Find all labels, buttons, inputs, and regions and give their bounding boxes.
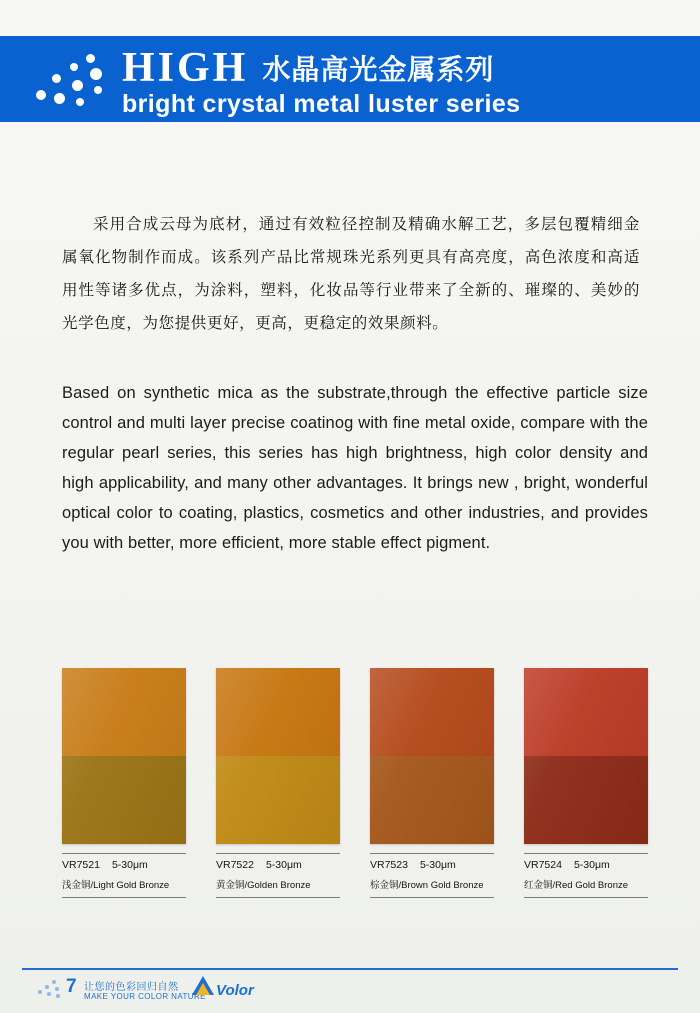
header-subtitle: bright crystal metal luster series <box>122 90 521 118</box>
swatch-code-row <box>370 859 494 871</box>
intro-paragraph-en: Based on synthetic mica as the substrate,through the effective particle size control and multi layer precise coatinog with fine metal oxide, compare with the regular pearl series, this series has high brightness, high color density and high applicability, and many other advantages. It brings new , bright, wonderful optical color to coating, plastics, cosmetics and other industries, and provides you with better, more efficient, more stable effect pigment. <box>62 384 648 552</box>
header-band <box>0 36 700 122</box>
swatch-item <box>370 668 494 898</box>
color-chip <box>62 668 186 844</box>
color-chip <box>524 668 648 844</box>
footer-dot-pattern-icon <box>38 980 64 998</box>
header-title <box>122 44 494 92</box>
color-chip-top <box>370 668 494 756</box>
divider <box>62 853 186 854</box>
swatch-code-row <box>524 859 648 871</box>
header-title-cn: 水晶高光金属系列 <box>262 54 495 85</box>
color-chip <box>370 668 494 844</box>
swatch-code-row <box>216 859 340 871</box>
divider <box>62 897 186 898</box>
footer-divider <box>22 968 678 970</box>
swatch-name: 棕金铜/Brown Gold Bronze <box>370 880 484 891</box>
brand-logo <box>192 976 278 1006</box>
divider <box>524 853 648 854</box>
footer <box>22 976 678 1010</box>
swatch-size: 5-30μm <box>573 859 610 871</box>
swatch-name: 红金铜/Red Gold Bronze <box>524 880 629 891</box>
swatch-name: 黄金铜/Golden Bronze <box>216 880 311 891</box>
color-chip-top <box>216 668 340 756</box>
divider <box>370 897 494 898</box>
swatch-name: 浅金铜/Light Gold Bronze <box>62 880 170 891</box>
swatch-code: VR7524 <box>524 859 562 871</box>
color-chip-top <box>524 668 648 756</box>
divider <box>370 853 494 854</box>
brand-name: Volor <box>216 982 254 999</box>
color-chip-bottom <box>216 756 340 844</box>
swatch-item <box>216 668 340 898</box>
divider <box>216 853 340 854</box>
swatch-code: VR7521 <box>62 859 100 871</box>
header-title-en: HIGH <box>122 45 249 91</box>
color-chip-bottom <box>524 756 648 844</box>
swatch-code-row <box>62 859 186 871</box>
intro-paragraph-cn: 采用合成云母为底材，通过有效粒径控制及精确水解工艺，多层包覆精细金属氧化物制作而成。该系列产品比常规珠光系列更具有高亮度，高色浓度和高适用性等诸多优点，为涂料，塑料，化妆品等行业带来了全新的、璀璨的、美妙的光学色度，为您提供更好，更高，更稳定的效果颜料。 <box>62 216 640 332</box>
swatch-code: VR7522 <box>216 859 254 871</box>
dot-pattern-icon <box>34 54 108 106</box>
divider <box>216 897 340 898</box>
divider <box>524 897 648 898</box>
swatch-code: VR7523 <box>370 859 408 871</box>
swatch-size: 5-30μm <box>419 859 456 871</box>
swatch-size: 5-30μm <box>265 859 302 871</box>
triangle-logo-icon <box>192 976 214 996</box>
color-chip-bottom <box>62 756 186 844</box>
footer-slogan-en: MAKE YOUR COLOR NATURE <box>84 992 206 1001</box>
color-chip-top <box>62 668 186 756</box>
swatch-size: 5-30μm <box>111 859 148 871</box>
swatch-grid <box>62 668 648 898</box>
color-chip <box>216 668 340 844</box>
page-number: 7 <box>66 976 77 997</box>
swatch-item <box>62 668 186 898</box>
footer-slogan-cn: 让您的色彩回归自然 <box>84 982 179 993</box>
color-chip-bottom <box>370 756 494 844</box>
swatch-item <box>524 668 648 898</box>
